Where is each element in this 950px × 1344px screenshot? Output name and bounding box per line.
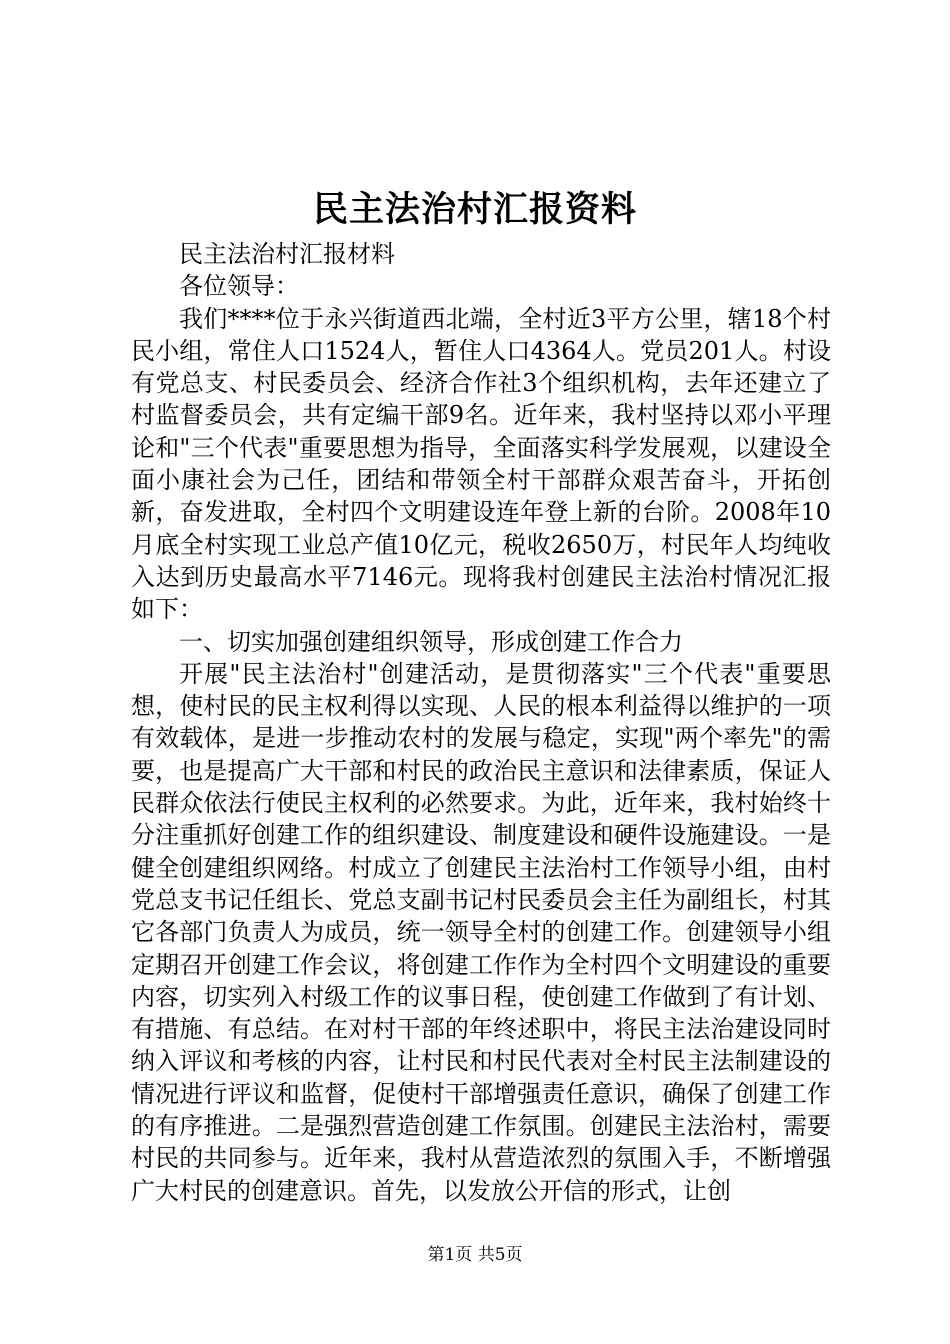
intro-paragraph: 我们****位于永兴街道西北端，全村近3平方公里，辖18个村民小组，常住人口1524人，暂住人口4364人。党员201人。村设有党总支、村民委员会、经济合作社3个组织机构，去年还建立了村监督委员会，共有定编干部9名。近年来，我村坚持以邓小平理论和"三个代表"重要思想为指导，全面落实科学发展观，以建设全面小康社会为己任，团结和带领全村干部群众艰苦奋斗，开拓创新，奋发进取，全村四个文明建设连年登上新的台阶。2008年10月底全村实现工业总产值10亿元，税收2650万，村民年人均纯收入达到历史最高水平7146元。现将我村创建民主法治村情况汇报如下： — [131, 304, 831, 624]
section-body-paragraph: 开展"民主法治村"创建活动，是贯彻落实"三个代表"重要思想，使村民的民主权利得以实现、人民的根本利益得以维护的一项有效载体，是进一步推动农村的发展与稳定，实现"两个率先"的需要，也是提高广大干部和村民的政治民主意识和法律素质，保证人民群众依法行使民主权利的必然要求。为此，近年来，我村始终十分注重抓好创建工作的组织建设、制度建设和硬件设施建设。一是健全创建组织网络。村成立了创建民主法治村工作领导小组，由村党总支书记任组长、党总支副书记村民委员会主任为副组长，村其它各部门负责人为成员，统一领导全村的创建工作。创建领导小组定期召开创建工作会议，将创建工作作为全村四个文明建设的重要内容，切实列入村级工作的议事日程，使创建工作做到了有计划、有措施、有总结。在对村干部的年终述职中，将民主法治建设同时纳入评议和考核的内容，让村民和村民代表对全村民主法制建设的情况进行评议和监督，促使村干部增强责任意识，确保了创建工作的有序推进。二是强烈营造创建工作氛围。创建民主法治村，需要村民的共同参与。近年来，我村从营造浓烈的氛围入手，不断增强广大村民的创建意识。首先，以发放公开信的形式，让创 — [131, 659, 831, 1205]
salutation-paragraph: 各位领导： — [179, 272, 299, 301]
document-body — [131, 238, 831, 1207]
page-footer: 第1页 共5页 — [427, 1245, 523, 1265]
document-title: 民主法治村汇报资料 — [312, 189, 637, 230]
subtitle-paragraph: 民主法治村汇报材料 — [179, 240, 395, 268]
section-heading: 一、切实加强创建组织领导，形成创建工作合力 — [179, 627, 683, 656]
